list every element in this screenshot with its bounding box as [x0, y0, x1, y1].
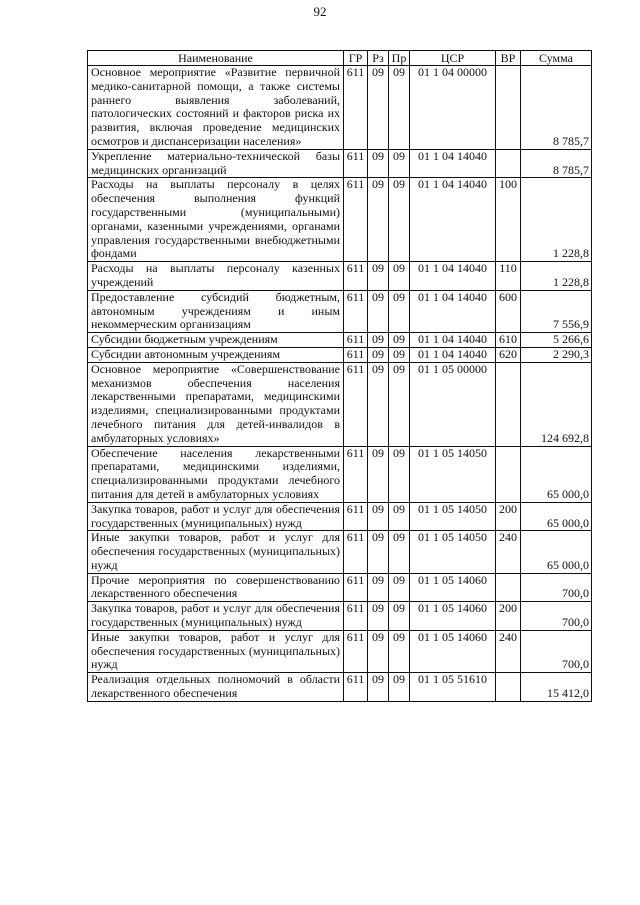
cell-csr: 01 1 04 14040 — [410, 149, 496, 178]
cell-vr: 240 — [496, 630, 521, 672]
cell-csr: 01 1 05 51610 — [410, 673, 496, 702]
cell-sum: 1 228,8 — [521, 262, 592, 291]
cell-sum: 65 000,0 — [521, 446, 592, 502]
header-pr: Пр — [389, 51, 410, 66]
cell-sum: 700,0 — [521, 602, 592, 631]
cell-csr: 01 1 05 14050 — [410, 531, 496, 573]
cell-sum: 65 000,0 — [521, 502, 592, 531]
cell-name: Расходы на выплаты персоналу в целях обеспечения выполнения функций государственными (муниципальными) органами, казенными учреждениями, органами управления государственными внебюджетными фондами — [88, 178, 344, 262]
cell-gr: 611 — [344, 446, 368, 502]
cell-pr: 09 — [389, 531, 410, 573]
cell-vr — [496, 149, 521, 178]
cell-pr: 09 — [389, 178, 410, 262]
table-row — [88, 347, 592, 362]
cell-pr: 09 — [389, 362, 410, 446]
cell-vr — [496, 446, 521, 502]
table-row — [88, 262, 592, 291]
cell-gr: 611 — [344, 290, 368, 332]
cell-sum: 700,0 — [521, 573, 592, 602]
cell-sum: 124 692,8 — [521, 362, 592, 446]
cell-sum: 15 412,0 — [521, 673, 592, 702]
cell-vr — [496, 573, 521, 602]
cell-name: Иные закупки товаров, работ и услуг для обеспечения государственных (муниципальных) нужд — [88, 531, 344, 573]
cell-name: Прочие мероприятия по совершенствованию лекарственного обеспечения — [88, 573, 344, 602]
cell-vr — [496, 66, 521, 150]
cell-name: Закупка товаров, работ и услуг для обеспечения государственных (муниципальных) нужд — [88, 602, 344, 631]
budget-table — [87, 50, 592, 702]
cell-gr: 611 — [344, 502, 368, 531]
cell-gr: 611 — [344, 573, 368, 602]
table-row — [88, 602, 592, 631]
cell-gr: 611 — [344, 362, 368, 446]
cell-pr: 09 — [389, 446, 410, 502]
cell-vr: 200 — [496, 502, 521, 531]
cell-sum: 700,0 — [521, 630, 592, 672]
cell-pr: 09 — [389, 573, 410, 602]
table-row — [88, 630, 592, 672]
table-row — [88, 362, 592, 446]
cell-rz: 09 — [368, 149, 389, 178]
cell-rz: 09 — [368, 333, 389, 348]
cell-pr: 09 — [389, 630, 410, 672]
table-header-row — [88, 51, 592, 66]
header-sum: Сумма — [521, 51, 592, 66]
cell-csr: 01 1 05 14050 — [410, 446, 496, 502]
header-vr: ВР — [496, 51, 521, 66]
cell-rz: 09 — [368, 290, 389, 332]
table-row — [88, 573, 592, 602]
table-row — [88, 290, 592, 332]
cell-gr: 611 — [344, 262, 368, 291]
cell-csr: 01 1 04 14040 — [410, 262, 496, 291]
cell-csr: 01 1 05 00000 — [410, 362, 496, 446]
table-row — [88, 673, 592, 702]
cell-vr — [496, 362, 521, 446]
table-body — [88, 66, 592, 702]
cell-pr: 09 — [389, 502, 410, 531]
cell-csr: 01 1 05 14060 — [410, 630, 496, 672]
cell-csr: 01 1 05 14060 — [410, 602, 496, 631]
table-row — [88, 333, 592, 348]
cell-rz: 09 — [368, 573, 389, 602]
cell-gr: 611 — [344, 149, 368, 178]
cell-name: Расходы на выплаты персоналу казенных учреждений — [88, 262, 344, 291]
cell-name: Предоставление субсидий бюджетным, автономным учреждениям и иным некоммерческим организациям — [88, 290, 344, 332]
table-row — [88, 446, 592, 502]
cell-gr: 611 — [344, 347, 368, 362]
cell-pr: 09 — [389, 262, 410, 291]
cell-name: Обеспечение населения лекарственными препаратами, медицинскими изделиями, специализированными продуктами лечебного питания для детей в амбулаторных условиях — [88, 446, 344, 502]
cell-gr: 611 — [344, 66, 368, 150]
cell-name: Субсидии бюджетным учреждениям — [88, 333, 344, 348]
cell-gr: 611 — [344, 673, 368, 702]
cell-vr: 610 — [496, 333, 521, 348]
cell-rz: 09 — [368, 347, 389, 362]
table-row — [88, 178, 592, 262]
table-row — [88, 66, 592, 150]
cell-csr: 01 1 04 14040 — [410, 178, 496, 262]
cell-csr: 01 1 04 14040 — [410, 290, 496, 332]
cell-pr: 09 — [389, 673, 410, 702]
cell-pr: 09 — [389, 602, 410, 631]
page-number: 92 — [313, 4, 327, 19]
cell-rz: 09 — [368, 178, 389, 262]
cell-name: Закупка товаров, работ и услуг для обеспечения государственных (муниципальных) нужд — [88, 502, 344, 531]
cell-vr: 100 — [496, 178, 521, 262]
cell-name: Реализация отдельных полномочий в области лекарственного обеспечения — [88, 673, 344, 702]
table-row — [88, 149, 592, 178]
cell-rz: 09 — [368, 66, 389, 150]
cell-pr: 09 — [389, 290, 410, 332]
cell-sum: 1 228,8 — [521, 178, 592, 262]
cell-pr: 09 — [389, 149, 410, 178]
table-row — [88, 531, 592, 573]
cell-rz: 09 — [368, 673, 389, 702]
cell-name: Субсидии автономным учреждениям — [88, 347, 344, 362]
cell-pr: 09 — [389, 333, 410, 348]
table-row — [88, 502, 592, 531]
cell-name: Укрепление материально-технической базы медицинских организаций — [88, 149, 344, 178]
cell-rz: 09 — [368, 602, 389, 631]
cell-gr: 611 — [344, 333, 368, 348]
cell-name: Основное мероприятие «Совершенствование механизмов обеспечения населения лекарственными препаратами, медицинскими изделиями, специализированными продуктами лечебного питания для детей-инвалидов в амбулаторных условиях» — [88, 362, 344, 446]
cell-vr: 600 — [496, 290, 521, 332]
cell-csr: 01 1 04 14040 — [410, 347, 496, 362]
cell-vr: 200 — [496, 602, 521, 631]
cell-sum: 8 785,7 — [521, 66, 592, 150]
cell-name: Иные закупки товаров, работ и услуг для обеспечения государственных (муниципальных) нужд — [88, 630, 344, 672]
cell-rz: 09 — [368, 531, 389, 573]
cell-vr — [496, 673, 521, 702]
cell-rz: 09 — [368, 446, 389, 502]
cell-vr: 110 — [496, 262, 521, 291]
cell-gr: 611 — [344, 178, 368, 262]
header-name: Наименование — [88, 51, 344, 66]
cell-sum: 65 000,0 — [521, 531, 592, 573]
cell-csr: 01 1 05 14050 — [410, 502, 496, 531]
cell-csr: 01 1 05 14060 — [410, 573, 496, 602]
cell-pr: 09 — [389, 347, 410, 362]
cell-sum: 5 266,6 — [521, 333, 592, 348]
cell-gr: 611 — [344, 602, 368, 631]
cell-pr: 09 — [389, 66, 410, 150]
cell-name: Основное мероприятие «Развитие первичной медико-санитарной помощи, а также системы раннего выявления заболеваний, патологических состояний и факторов риска их развития, включая проведение медицинских осмотров и диспансеризации населения» — [88, 66, 344, 150]
cell-rz: 09 — [368, 362, 389, 446]
cell-sum: 7 556,9 — [521, 290, 592, 332]
header-csr: ЦСР — [410, 51, 496, 66]
cell-rz: 09 — [368, 262, 389, 291]
cell-vr: 240 — [496, 531, 521, 573]
header-gr: ГР — [344, 51, 368, 66]
cell-sum: 2 290,3 — [521, 347, 592, 362]
header-rz: Рз — [368, 51, 389, 66]
cell-rz: 09 — [368, 502, 389, 531]
cell-csr: 01 1 04 00000 — [410, 66, 496, 150]
cell-csr: 01 1 04 14040 — [410, 333, 496, 348]
cell-gr: 611 — [344, 531, 368, 573]
cell-rz: 09 — [368, 630, 389, 672]
cell-gr: 611 — [344, 630, 368, 672]
cell-vr: 620 — [496, 347, 521, 362]
cell-sum: 8 785,7 — [521, 149, 592, 178]
